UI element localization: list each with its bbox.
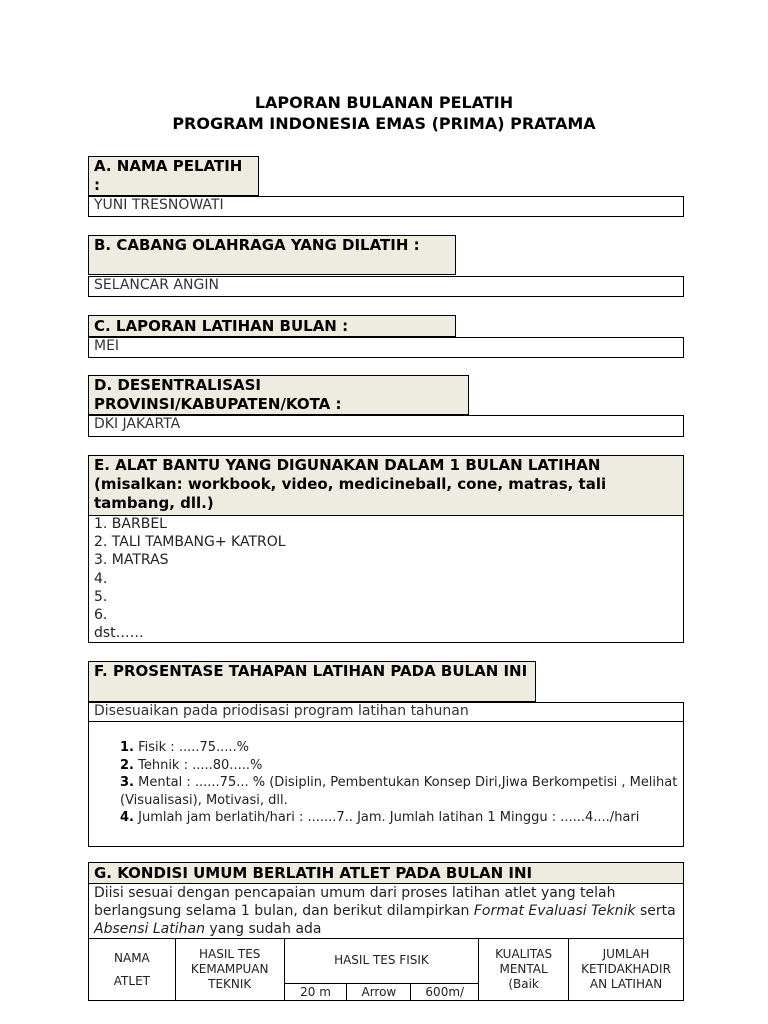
report-subtitle: PROGRAM INDONESIA EMAS (PRIMA) PRATAMA [172, 114, 596, 133]
report-title: LAPORAN BULANAN PELATIH [254, 93, 514, 112]
section-e-header [88, 455, 684, 516]
section-f-header [88, 661, 536, 702]
col-fisik-arrow: Arrow [347, 984, 411, 1001]
section-a-label: A. NAMA PELATIH : [94, 157, 243, 194]
section-e-list [94, 515, 286, 642]
item-text: Mental : ......75... % (Disiplin, Pembentukan Konsep Diri,Jiwa Berkompetisi , Melihat (Visualisasi), Motivasi, dll. [120, 775, 678, 808]
list-item [120, 739, 680, 757]
item-text: Fisik : .....75.....% [133, 740, 250, 755]
section-c-value[interactable]: MEI [88, 337, 684, 358]
list-item: 6. [94, 607, 108, 624]
section-f-list [120, 739, 680, 827]
col-fisik-20m: 20 m [284, 984, 347, 1001]
col-hasil-tes-fisik: HASIL TES FISIK [284, 939, 479, 984]
item-number: 4. [120, 810, 134, 825]
section-b-header [88, 235, 456, 275]
item-text: Tehnik : .....80.....% [133, 757, 263, 773]
col-kualitas-mental: KUALITAS MENTAL (Baik [479, 939, 569, 1001]
item-text: Jumlah jam berlatih/hari : .......7.. Jam. Jumlah latihan 1 Minggu : ......4..../hari [133, 810, 640, 825]
section-c-label: C. LAPORAN LATIHAN BULAN : [94, 317, 349, 335]
list-item [120, 774, 680, 809]
list-item: 5. [94, 588, 108, 605]
section-d-label: D. DESENTRALISASI PROVINSI/KABUPATEN/KOTA : [94, 376, 342, 413]
section-d-header [88, 375, 469, 415]
col-jumlah-ketidakhadiran: JUMLAH KETIDAKHADIR AN LATIHAN [569, 939, 684, 1001]
list-item: 3. MATRAS [94, 552, 169, 569]
section-d-value[interactable]: DKI JAKARTA [88, 415, 684, 437]
section-e-label: E. ALAT BANTU YANG DIGUNAKAN DALAM 1 BULAN LATIHAN (misalkan: workbook, video, medicineball, cone, matras, tali tambang, dll.) [94, 456, 607, 512]
desc-text: Diisi sesuai dengan pencapaian umum dari proses latihan atlet yang telah berlangsung selama 1 bulan, dan berikut dilampirkan [94, 885, 616, 919]
evaluation-table [88, 938, 684, 1001]
list-item: 2. TALI TAMBANG+ KATROL [94, 534, 286, 551]
list-item: 4. [94, 570, 108, 587]
list-item [120, 757, 680, 775]
desc-italic: Format Evaluasi Teknik [473, 903, 636, 919]
section-f-note: Disesuaikan pada priodisasi program latihan tahunan [88, 702, 684, 722]
col-nama-atlet: NAMA ATLET [89, 939, 176, 1001]
section-g-label: G. KONDISI UMUM BERLATIH ATLET PADA BULAN INI [94, 864, 533, 882]
section-f-label: F. PROSENTASE TAHAPAN LATIHAN PADA BULAN INI [94, 662, 528, 680]
col-fisik-600m: 600m/ [411, 984, 479, 1001]
list-item: 1. BARBEL [94, 516, 167, 532]
section-a-value[interactable]: YUNI TRESNOWATI [88, 196, 684, 217]
section-b-label: B. CABANG OLAHRAGA YANG DILATIH : [94, 236, 420, 254]
item-number: 3. [120, 775, 134, 790]
list-item [120, 809, 680, 827]
section-b-value[interactable]: SELANCAR ANGIN [88, 276, 684, 297]
col-hasil-tes-teknik: HASIL TES KEMAMPUAN TEKNIK [175, 939, 284, 1001]
section-g-header [88, 862, 684, 884]
desc-text: yang sudah ada [204, 921, 322, 937]
section-g-desc [88, 883, 684, 939]
desc-text: serta [635, 903, 676, 919]
section-c-header [88, 315, 456, 337]
item-number: 2. [120, 757, 134, 773]
desc-italic: Absensi Latihan [94, 921, 205, 937]
section-a-header [88, 156, 259, 196]
item-number: 1. [120, 740, 134, 755]
list-item: dst…… [94, 625, 144, 642]
